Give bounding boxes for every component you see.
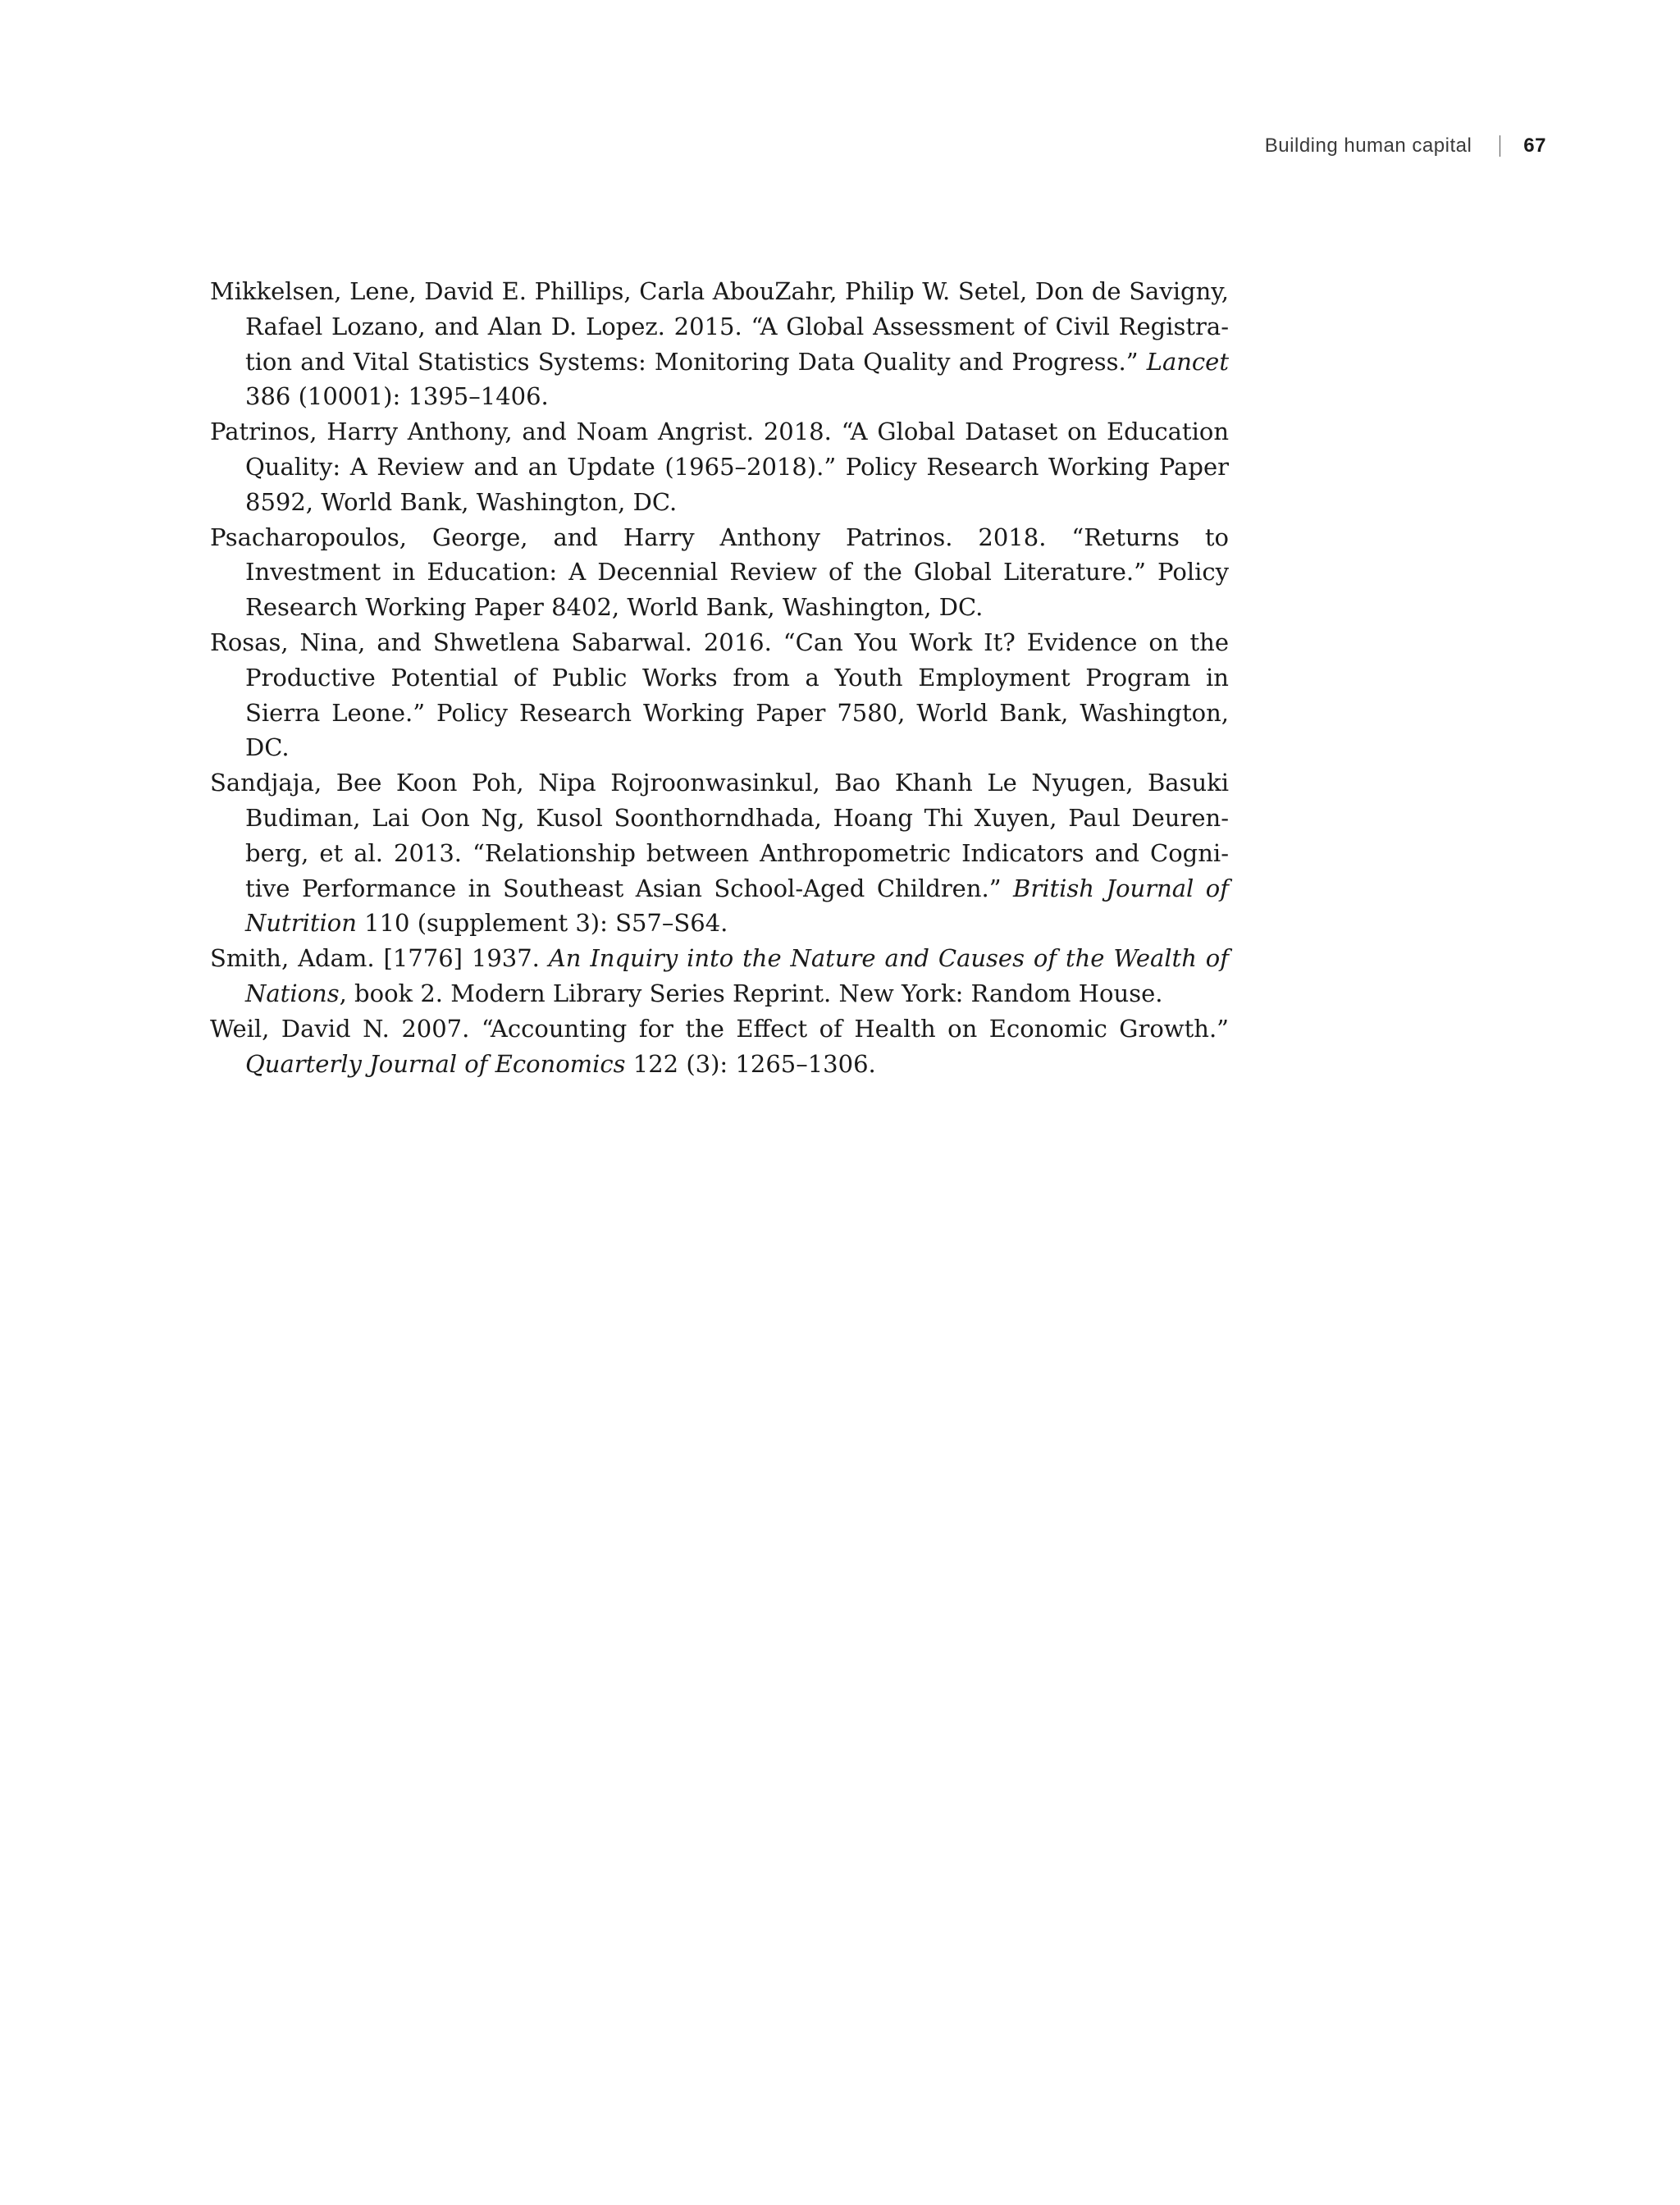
reference-text: 386 (10001): 1395–1406. [245, 382, 549, 411]
running-header [1265, 135, 1546, 158]
reference-entry [210, 414, 1229, 519]
reference-text: Patrinos, Harry Anthony, and Noam Angrist. 2018. “A Global Dataset on Education Quality: A Review and an Update (1965–2018).” Policy Research Working Paper 8592, World Bank, Washington, DC. [210, 418, 1229, 516]
reference-text: Rosas, Nina, and Shwetlena Sabarwal. 2016. “Can You Work It? Evidence on the Productive Potential of Public Works from a Youth Employment Program in Sierra Leone.” Policy Research Working Paper 7580, World Bank, Washington, DC. [210, 628, 1229, 762]
reference-title-italic: British Journal of Nutrition [245, 874, 1229, 938]
page-number: 67 [1523, 135, 1546, 157]
running-title: Building human capital [1264, 135, 1472, 157]
reference-entry [210, 1011, 1229, 1082]
reference-text: Smith, Adam. [1776] 1937. [210, 944, 549, 973]
reference-entry [210, 941, 1229, 1011]
reference-entry [210, 274, 1229, 414]
reference-entry [210, 625, 1229, 765]
reference-list [210, 274, 1229, 1081]
reference-text: , book 2. Modern Library Series Reprint. New York: Random House. [339, 979, 1163, 1007]
reference-entry [210, 520, 1229, 625]
reference-text: Weil, David N. 2007. “Accounting for the Effect of Health on Economic Growth.” [210, 1014, 1229, 1043]
reference-text: Sandjaja, Bee Koon Poh, Nipa Rojroonwasinkul, Bao Khanh Le Nyugen, Basuki Budiman, Lai Oon Ng, Kusol Soonthorndhada, Hoang Thi Xuyen, Paul Deurenberg, et al. 2013. “Relationship between Anthropometric Indicators and Cognitive Performance in Southeast Asian School-Aged Children.” [210, 769, 1229, 902]
reference-text: 110 (supplement 3): S57–S64. [356, 909, 728, 938]
reference-text: 122 (3): 1265–1306. [625, 1049, 876, 1078]
reference-title-italic: Lancet [1146, 347, 1229, 376]
reference-title-italic: An Inquiry into the Nature and Causes of the Wealth of Nations [245, 944, 1229, 1007]
reference-entry [210, 765, 1229, 941]
reference-text: Mikkelsen, Lene, David E. Phillips, Carla AbouZahr, Philip W. Setel, Don de Savigny, Rafael Lozano, and Alan D. Lopez. 2015. “A Global Assessment of Civil Registration and Vital Statistics Systems: Monitoring Data Quality and Progress.” [210, 277, 1229, 376]
reference-text: Psacharopoulos, George, and Harry Anthony Patrinos. 2018. “Returns to Investment in Education: A Decennial Review of the Global Literature.” Policy Research Working Paper 8402, World Bank, Washington, DC. [210, 523, 1229, 622]
reference-title-italic: Quarterly Journal of Economics [245, 1049, 626, 1078]
